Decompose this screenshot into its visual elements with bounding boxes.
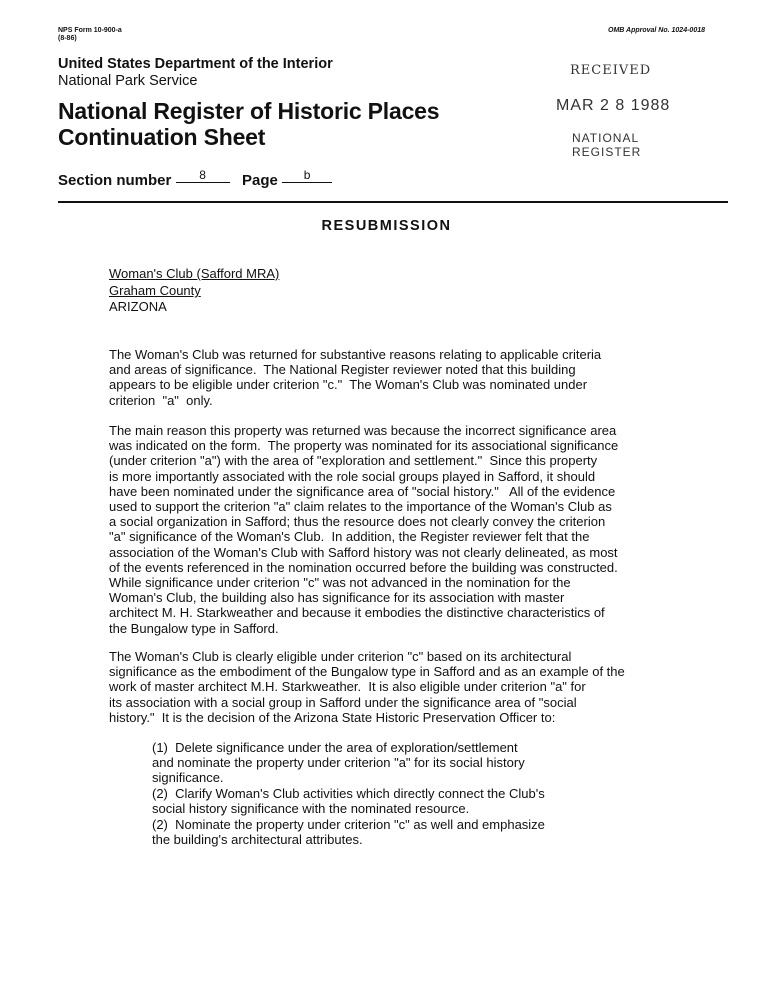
stamp-date: MAR 2 8 1988 [556,97,671,114]
resubmission-heading: RESUBMISSION [321,218,452,234]
paragraph-2: The main reason this property was returned was because the incorrect significance area was indicated on the form. The property was nominated for its associational significance (under criterion "a") with the area of "exploration and settlement." Since this property is more importantly associated with the role social groups played in Safford, it should have been nominated under the significance area of "social history." All of the evidence used to support the criterion "a" claim relates to the importance of the Woman's Club as a social organization in Safford; thus the resource does not clearly convey the criterion "a" significance of the Woman's Club. In addition, the Register reviewer felt that the association of the Woman's Club with Safford history was not clearly delineated, as most of the events referenced in the nomination occurred before the building was constructed. While significance under criterion "c" was not advanced in the nomination for the Woman's Club, the building also has significance for its association with master architect M. H. Starkweather and because it embodies the distinctive characteristics of the Bungalow type in Safford. [109,423,619,636]
page-subtitle: Continuation Sheet [58,124,266,150]
paragraph-1: The Woman's Club was returned for substantive reasons relating to applicable criteria and areas of significance. The National Register reviewer noted that this building appears to be eligible under criterion "c." The Woman's Club was nominated under criterion "a" only. [109,347,602,408]
form-date-text: (8-86) [58,35,77,42]
county-name-text: Graham County [109,283,201,298]
form-number-text: NPS Form 10-900-a [58,27,122,34]
header-divider [58,201,728,203]
stamp-register: REGISTER [572,145,642,159]
list-item: (2) Nominate the property under criterion "c" as well and emphasize the building's architectural attributes. [152,817,545,848]
omb-approval: OMB Approval No. 1024-0018 [608,27,705,34]
county-name [109,283,201,299]
page-label: Page [242,172,278,189]
department-name: United States Department of the Interior [58,56,333,72]
section-number-value: 8 [176,168,230,183]
stamp-received: RECEIVED [570,63,652,78]
state-name: ARIZONA [109,299,167,314]
page-title: National Register of Historic Places [58,98,440,124]
section-page-line [58,168,332,189]
list-item: (2) Clarify Woman's Club activities which directly connect the Club's social history significance with the nominated resource. [152,786,545,817]
page-number-value: b [282,168,332,183]
property-name [109,266,279,282]
property-name-text: Woman's Club (Safford MRA) [109,266,280,281]
stamp-national: NATIONAL [572,131,640,145]
section-number-label: Section number [58,172,172,189]
service-name: National Park Service [58,73,198,89]
list-item: (1) Delete significance under the area of exploration/settlement and nominate the property under criterion "a" for its social history significance. [152,740,525,786]
form-number [58,27,122,43]
paragraph-3: The Woman's Club is clearly eligible under criterion "c" based on its architectural significance as the embodiment of the Bungalow type in Safford and as an example of the work of master architect M.H. Starkweather. It is also eligible under criterion "a" for its association with a social group in Safford under the significance area of "social history." It is the decision of the Arizona State Historic Preservation Officer to: [109,649,625,725]
